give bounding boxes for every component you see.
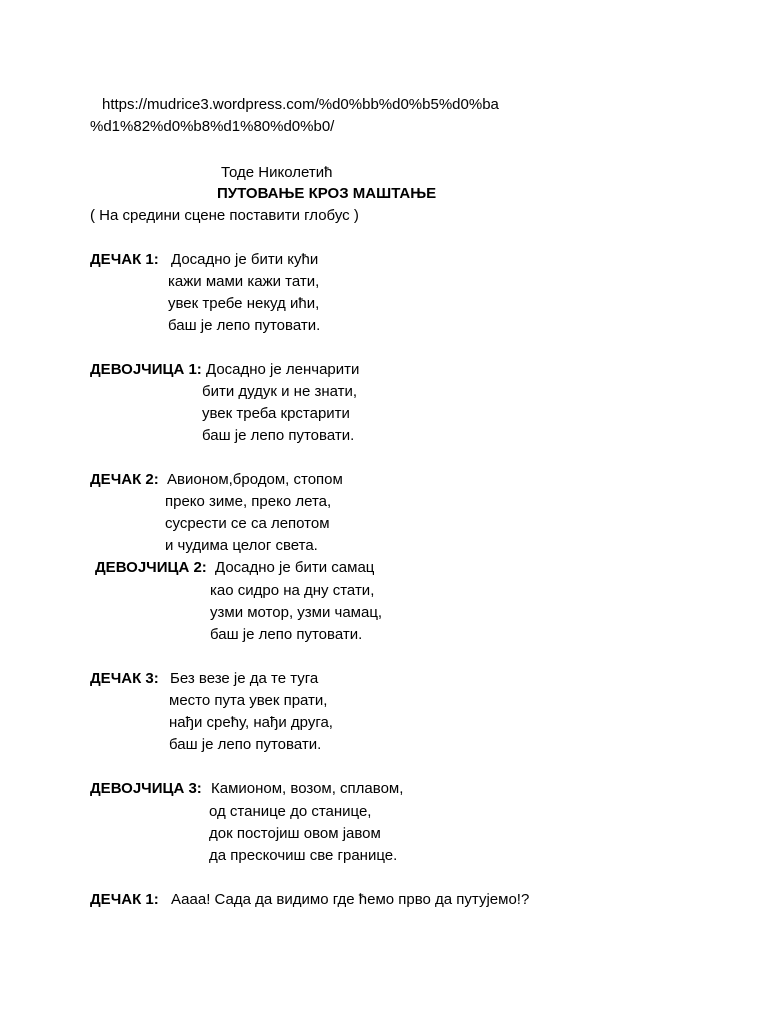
verse-line: као сидро на дну стати,	[210, 582, 375, 599]
verse-line: и чудима целог света.	[165, 537, 318, 554]
verse-line: место пута увек прати,	[169, 692, 328, 709]
author-name: Тоде Николетић	[221, 164, 333, 181]
speaker-label: ДЕЧАК 1:	[90, 891, 159, 908]
play-title: ПУТОВАЊЕ КРОЗ МАШТАЊЕ	[217, 185, 437, 202]
verse-line: Досадно је ленчарити	[206, 361, 360, 378]
verse-line: сусрести се са лепотом	[165, 515, 330, 532]
verse-line: преко зиме, преко лета,	[165, 493, 332, 510]
verse-line: баш је лепо путовати.	[210, 626, 363, 643]
verse-line: Авионом,бродом, стопом	[167, 471, 343, 488]
verse-line: од станице до станице,	[209, 803, 372, 820]
speaker-label: ДЕЧАК 2:	[90, 471, 159, 488]
verse-line: баш је лепо путовати.	[202, 427, 355, 444]
verse-line: баш је лепо путовати.	[168, 317, 321, 334]
verse-line: Досадно је бити кући	[171, 251, 319, 268]
verse-line: узми мотор, узми чамац,	[210, 604, 383, 621]
verse-line: Аааа! Сада да видимо где ћемо прво да путујемо!?	[171, 891, 530, 908]
speaker-label: ДЕВОЈЧИЦА 3:	[90, 780, 202, 797]
speaker-label: ДЕЧАК 1:	[90, 251, 159, 268]
verse-line: увек требе некуд ићи,	[168, 295, 320, 312]
verse-line: Досадно је бити самац	[215, 559, 375, 576]
verse-line: Без везе је да те туга	[170, 670, 319, 687]
verse-line: да прескочиш све границе.	[209, 847, 398, 864]
verse-line: нађи срећу, нађи друга,	[169, 714, 333, 731]
speaker-label: ДЕЧАК 3:	[90, 670, 159, 687]
verse-line: кажи мами кажи тати,	[168, 273, 320, 290]
url-line-2: %d1%82%d0%b8%d1%80%d0%b0/	[90, 118, 335, 135]
speaker-label: ДЕВОЈЧИЦА 1:	[90, 361, 202, 378]
verse-line: бити дудук и не знати,	[202, 383, 358, 400]
verse-line: док постојиш овом јавом	[209, 825, 381, 842]
stage-direction: ( На средини сцене поставити глобус )	[90, 207, 359, 224]
verse-line: Камионом, возом, сплавом,	[211, 780, 404, 797]
url-line-1: https://mudrice3.wordpress.com/%d0%bb%d0%b5%d0%ba	[102, 96, 499, 113]
speaker-label: ДЕВОЈЧИЦА 2:	[95, 559, 207, 576]
verse-line: баш је лепо путовати.	[169, 736, 322, 753]
verse-line: увек треба крстарити	[202, 405, 350, 422]
